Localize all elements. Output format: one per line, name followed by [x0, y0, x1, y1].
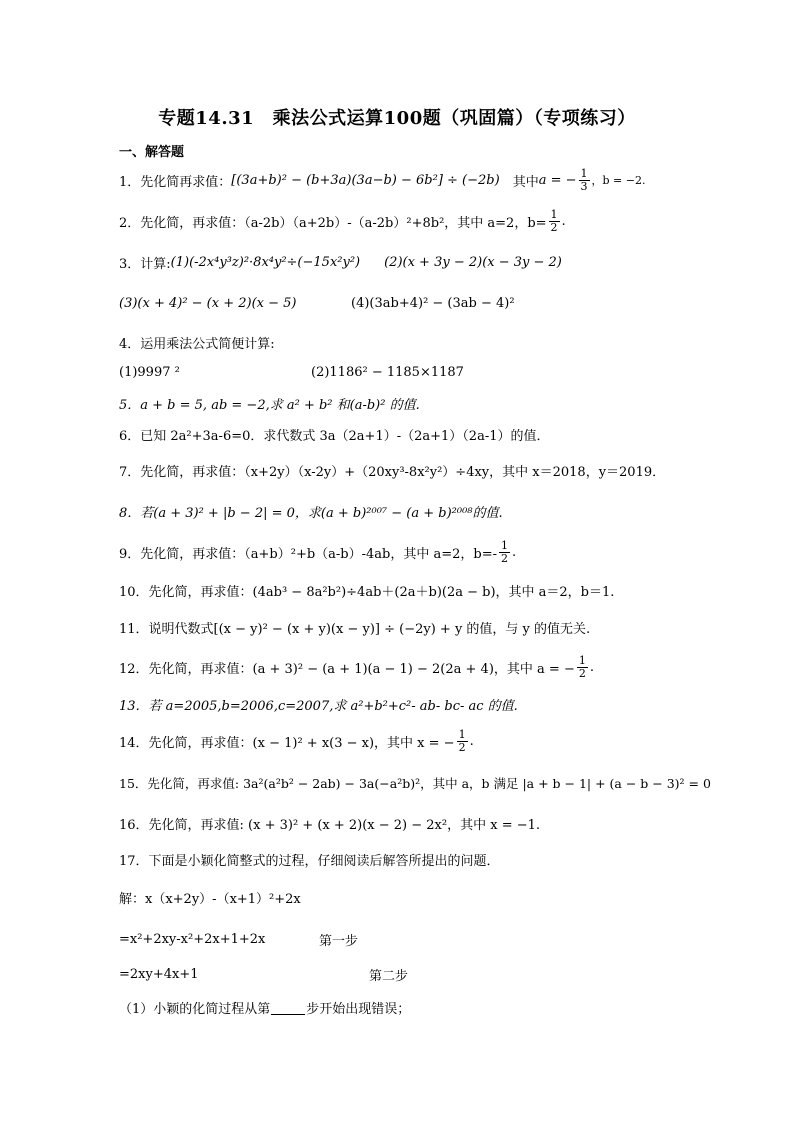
q3-part-4: (4)(3ab+4)² − (3ab − 4)² [351, 295, 515, 311]
q9-end: . [512, 544, 517, 560]
section-heading: 一、解答题 [119, 145, 185, 160]
q1-mid: 其中 [499, 174, 539, 190]
q3-part-1: (1)(-2x⁴y³z)²·8x⁴y²÷(−15x²y²) [170, 254, 361, 270]
q12-text: 12．先化简，再求值：(a + 3)² − (a + 1)(a − 1) − 2(2a + 4)，其中 a = − [119, 661, 575, 677]
question-2 [119, 208, 566, 234]
q1-condition-b: ，b = −2. [591, 174, 646, 187]
q17-step-1-label: 第一步 [319, 933, 359, 949]
q16-text: 16．先化简，再求值: (x + 3)² + (x + 2)(x − 2) − 2x²，其中 x = −1. [119, 817, 541, 833]
q6-text: 6．已知 2a²+3a-6=0．求代数式 3a（2a+1）-（2a+1）（2a-1）的值． [119, 428, 550, 444]
q8-text: 8．若(a + 3)² + |b − 2| = 0，求(a + b)²⁰⁰⁷ − (a + b)²⁰⁰⁸的值. [119, 505, 503, 521]
question-5 [119, 390, 420, 416]
question-3 [119, 249, 562, 275]
q17-solution [119, 884, 301, 910]
q2-end: . [561, 213, 566, 229]
q4-part-1: (1)9997 ² [119, 364, 180, 380]
q17-text: 17．下面是小颖化简整式的过程，仔细阅读后解答所提出的问题． [119, 853, 500, 869]
q1-label: 1．先化简再求值： [119, 174, 232, 190]
q1-fraction [579, 168, 590, 193]
q2-text: 2．先化简，再求值：（a-2b）（a+2b）-（a-2b）²+8b²，其中 a=2，b= [119, 215, 547, 231]
question-16 [119, 810, 540, 836]
q4-part-2: (2)1186² − 1185×1187 [311, 364, 464, 380]
question-17 [119, 846, 500, 872]
q1-frac-den: 3 [580, 179, 588, 193]
q2-fraction [549, 209, 560, 234]
q1-expression: [(3a+b)² − (b+3a)(3a−b) − 6b²] ÷ (−2b) [231, 172, 500, 188]
q14-end: . [469, 733, 474, 749]
question-3-row-2 [119, 290, 515, 316]
q17-sub1-suffix: 步开始出现错误； [306, 1001, 411, 1017]
q17-step-2 [119, 961, 408, 987]
q17-step-1 [119, 926, 358, 952]
q12-frac-den: 2 [578, 666, 586, 680]
q11-text: 11．说明代数式[(x − y)² − (x + y)(x − y)] ÷ (−2y) + y 的值，与 y 的值无关. [119, 621, 591, 637]
question-4 [119, 329, 275, 355]
q17-sub1-prefix: （1）小颖的化简过程从第 [119, 1001, 271, 1017]
question-12 [119, 654, 594, 680]
q12-frac-num: 1 [578, 653, 586, 667]
q10-text: 10．先化简，再求值：(4ab³ − 8a²b²)÷4ab＋(2a＋b)(2a − b)，其中 a＝2，b＝1. [119, 584, 615, 600]
answer-blank[interactable] [271, 1000, 305, 1015]
question-13 [119, 691, 518, 717]
question-9 [119, 539, 516, 565]
q15-text: 15．先化简，再求值: 3a²(a²b² − 2ab) − 3a(−a²b)²，其中 a，b 满足 |a + b − 1| + (a − b − 3)² = 0 [119, 776, 711, 791]
q14-fraction [457, 729, 468, 754]
q17-step-1-expr: =x²+2xy-x²+2x+1+2x [119, 931, 266, 947]
q9-fraction [499, 540, 510, 565]
question-14 [119, 728, 474, 754]
q14-frac-den: 2 [458, 740, 466, 754]
q1-frac-num: 1 [580, 166, 588, 180]
question-6 [119, 421, 549, 447]
q9-frac-den: 2 [501, 551, 509, 565]
q9-frac-num: 1 [501, 538, 509, 552]
question-10 [119, 577, 614, 603]
question-15 [119, 770, 711, 796]
q3-part-2: (2)(x + 3y − 2)(x − 3y − 2) [384, 254, 562, 270]
question-1 [119, 167, 645, 193]
q17-step-2-expr: =2xy+4x+1 [119, 966, 199, 982]
q2-frac-den: 2 [550, 220, 558, 234]
q14-text: 14．先化简，再求值：(x − 1)² + x(3 − x)，其中 x = − [119, 735, 455, 751]
question-8 [119, 498, 503, 524]
q2-frac-num: 1 [550, 207, 558, 221]
q13-text: 13．若 a=2005,b=2006,c=2007,求 a²+b²+c²- ab- bc- ac 的值. [119, 698, 518, 714]
q17-solution-text: 解：x（x+2y）-（x+1）²+2x [119, 891, 301, 907]
q12-end: . [589, 659, 594, 675]
q4-text: 4．运用乘法公式简便计算: [119, 336, 275, 352]
q17-step-2-label: 第二步 [369, 968, 409, 984]
q3-label: 3．计算: [119, 256, 171, 272]
q12-fraction [577, 655, 588, 680]
q1-condition-a: a = − [538, 172, 577, 188]
q17-subquestion-1 [119, 994, 410, 1020]
q3-part-3: (3)(x + 4)² − (x + 2)(x − 5) [119, 295, 297, 311]
page-title: 专题14.31 乘法公式运算100题（巩固篇）（专项练习） [158, 108, 636, 129]
q7-text: 7．先化简，再求值：（x+2y）（x-2y）+（20xy³-8x²y²）÷4xy，其中 x＝2018，y＝2019． [119, 464, 666, 480]
question-4-row-2 [119, 359, 464, 385]
q14-frac-num: 1 [458, 727, 466, 741]
q9-text: 9．先化简，再求值：（a+b）²+b（a-b）-4ab，其中 a=2，b=- [119, 546, 498, 562]
question-11 [119, 614, 590, 640]
q5-text: 5．a + b = 5, ab = −2,求 a² + b² 和(a-b)² 的值. [119, 397, 420, 413]
question-7 [119, 457, 665, 483]
